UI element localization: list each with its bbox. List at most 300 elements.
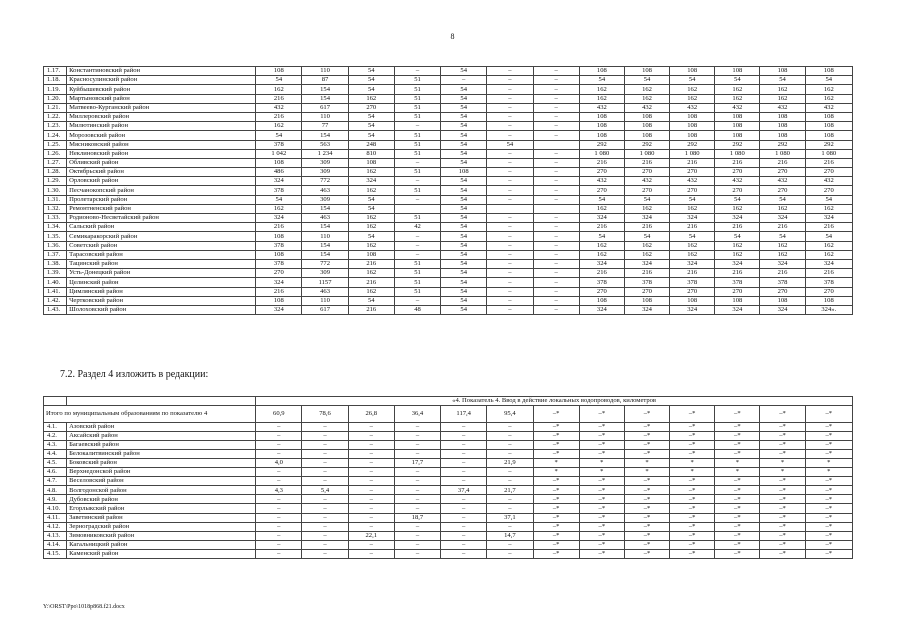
total-value: 78,6 [302,406,348,423]
value-cell: –* [579,477,624,486]
table-row [44,149,853,158]
value-cell: – [348,549,394,558]
value-cell: –* [715,549,760,558]
value-cell: 309 [302,195,348,204]
value-cell: 21,7 [487,486,533,495]
row-number: 1.20. [44,94,67,103]
value-cell: –* [624,423,669,432]
value-cell: 108 [805,131,852,140]
value-cell: – [348,423,394,432]
value-cell: 324 [579,305,624,314]
value-cell: 108 [760,112,805,121]
value-cell: 51 [394,278,440,287]
row-number: 1.27. [44,158,67,167]
value-cell: – [302,441,348,450]
value-cell: –* [579,495,624,504]
value-cell: – [533,296,579,305]
value-cell: 110 [302,67,348,76]
value-cell: 51 [394,76,440,85]
value-cell: 216 [348,305,394,314]
row-number: 1.34. [44,223,67,232]
value-cell: – [533,149,579,158]
value-cell: 54 [441,250,487,259]
value-cell: –* [715,513,760,522]
table-row [44,441,853,450]
value-cell: 617 [302,305,348,314]
value-cell: – [348,495,394,504]
value-cell: 54 [441,278,487,287]
table-row [44,423,853,432]
value-cell: 324 [624,259,669,268]
value-cell: – [441,495,487,504]
value-cell: – [394,540,440,549]
value-cell: –* [579,531,624,540]
value-cell: 54 [670,76,715,85]
total-value: 95,4 [487,406,533,423]
table-row [44,477,853,486]
value-cell: 54 [715,76,760,85]
district-name: Милютинский район [67,122,256,131]
value-cell: 463 [302,214,348,223]
district-name: Зерноградский район [67,522,256,531]
value-cell: 162 [670,204,715,213]
table-row [44,522,853,531]
district-name: Куйбышевский район [67,85,256,94]
value-cell: 292 [670,140,715,149]
value-cell: – [487,158,533,167]
total-label: Итого по муниципальным образованиям по показателю 4 [44,406,256,423]
value-cell: –* [715,450,760,459]
value-cell: –* [533,477,579,486]
district-name: Тацинский район [67,259,256,268]
table-row [44,223,853,232]
value-cell: – [302,450,348,459]
value-cell [394,204,440,213]
value-cell: 51 [394,269,440,278]
value-cell: – [302,540,348,549]
value-cell: 162 [256,122,302,131]
value-cell: – [256,504,302,513]
value-cell: – [348,432,394,441]
total-value: 26,8 [348,406,394,423]
table-row [44,486,853,495]
value-cell: – [533,305,579,314]
value-cell: – [533,259,579,268]
table-row [44,305,853,314]
value-cell: 108 [670,296,715,305]
value-cell: 54 [441,204,487,213]
value-cell: 54 [441,259,487,268]
value-cell: – [487,112,533,121]
value-cell: 108 [805,112,852,121]
value-cell: –* [760,531,805,540]
value-cell: 5,4 [302,486,348,495]
value-cell: 162 [348,241,394,250]
row-number: 1.26. [44,149,67,158]
district-name: Пролетарский район [67,195,256,204]
table-row [44,67,853,76]
district-name: Кагальницкий район [67,540,256,549]
value-cell: 48 [394,305,440,314]
district-name: Неклиновский район [67,149,256,158]
value-cell: 216 [579,269,624,278]
district-name: Зимовниковский район [67,531,256,540]
value-cell: – [394,504,440,513]
value-cell: 54 [760,195,805,204]
value-cell: – [302,477,348,486]
value-cell: – [348,450,394,459]
value-cell: – [348,459,394,468]
value-cell: 37,4 [441,486,487,495]
value-cell: –* [805,531,852,540]
value-cell: 432 [670,103,715,112]
table-caption-row [44,397,853,406]
value-cell: –* [715,540,760,549]
value-cell: 162 [760,94,805,103]
value-cell: 378 [760,278,805,287]
value-cell: – [487,549,533,558]
value-cell: 162 [624,204,669,213]
value-cell: –* [760,450,805,459]
value-cell: 54 [441,149,487,158]
district-name: Октябрьский район [67,168,256,177]
value-cell: 77 [302,122,348,131]
value-cell: – [256,477,302,486]
value-cell: – [256,450,302,459]
value-cell: 378 [670,278,715,287]
value-cell: 378 [256,241,302,250]
value-cell: 270 [760,287,805,296]
value-cell: 51 [394,112,440,121]
value-cell: –* [670,540,715,549]
district-name: Чертковский район [67,296,256,305]
value-cell: 324 [624,214,669,223]
value-cell: 432 [760,103,805,112]
value-cell: –* [670,423,715,432]
district-name: Егорлыкский район [67,504,256,513]
value-cell: 37,1 [487,513,533,522]
district-name: Шолоховский район [67,305,256,314]
value-cell: 324 [256,177,302,186]
row-number: 1.32. [44,204,67,213]
district-name: Аксайский район [67,432,256,441]
value-cell: 378 [256,259,302,268]
value-cell: – [487,269,533,278]
district-name: Волгодонской район [67,486,256,495]
value-cell: 162 [348,287,394,296]
value-cell: – [533,250,579,259]
value-cell: –* [624,540,669,549]
row-number: 1.25. [44,140,67,149]
value-cell: 108 [579,112,624,121]
value-cell: – [533,112,579,121]
value-cell: –* [670,513,715,522]
value-cell: 51 [394,140,440,149]
value-cell: –* [624,531,669,540]
value-cell: 14,7 [487,531,533,540]
footer-file-path: Y:\ORST\Ppo\1018p868.f21.docx [43,604,125,610]
value-cell: 432 [715,177,760,186]
district-name: Заветинский район [67,513,256,522]
value-cell: 324 [715,259,760,268]
row-number: 1.24. [44,131,67,140]
row-number: 1.35. [44,232,67,241]
value-cell: – [302,495,348,504]
value-cell: 108 [441,168,487,177]
value-cell: 248 [348,140,394,149]
value-cell: –* [670,432,715,441]
value-cell: 108 [805,67,852,76]
value-cell: 1 080 [715,149,760,158]
value-cell: –* [760,549,805,558]
value-cell: 162 [579,94,624,103]
row-number: 1.38. [44,259,67,268]
value-cell: 324 [715,305,760,314]
value-cell: – [302,522,348,531]
value-cell: 54 [348,296,394,305]
value-cell: 108 [760,131,805,140]
row-number: 4.9. [44,495,67,504]
value-cell: –* [624,549,669,558]
district-name: Семикаракорский район [67,232,256,241]
value-cell: – [533,131,579,140]
value-cell: 162 [579,204,624,213]
value-cell: 54 [487,140,533,149]
row-number: 4.14. [44,540,67,549]
value-cell: –* [579,450,624,459]
value-cell: 216 [805,223,852,232]
district-name: Каменский район [67,549,256,558]
value-cell: –* [579,549,624,558]
value-cell: 54 [441,287,487,296]
value-cell: 21,9 [487,459,533,468]
value-cell: 772 [302,259,348,268]
value-cell: – [394,232,440,241]
value-cell [487,204,533,213]
row-number: 4.13. [44,531,67,540]
value-cell: 54 [579,232,624,241]
district-name: Миллеровский район [67,112,256,121]
value-cell: –* [670,477,715,486]
value-cell: 162 [579,250,624,259]
value-cell: 51 [394,168,440,177]
table-row [44,241,853,250]
district-name: Целинский район [67,278,256,287]
value-cell: – [394,158,440,167]
value-cell: 54 [348,67,394,76]
value-cell: –* [579,486,624,495]
value-cell: – [533,67,579,76]
total-value: –* [760,406,805,423]
value-cell: –* [760,423,805,432]
value-cell: – [487,195,533,204]
value-cell: 108 [760,122,805,131]
district-name: Обливский район [67,158,256,167]
value-cell: – [394,450,440,459]
district-name: Красносулинский район [67,76,256,85]
value-cell [533,204,579,213]
value-cell: – [487,278,533,287]
value-cell: –* [533,495,579,504]
value-cell: – [533,232,579,241]
value-cell: 216 [805,158,852,167]
value-cell: * [715,459,760,468]
value-cell: 324». [805,305,852,314]
value-cell: – [487,477,533,486]
value-cell: – [256,549,302,558]
value-cell: –* [715,531,760,540]
value-cell: 154 [302,223,348,232]
table-row [44,195,853,204]
value-cell: –* [533,504,579,513]
value-cell: 563 [302,140,348,149]
value-cell: * [624,459,669,468]
table-row [44,432,853,441]
value-cell: – [487,450,533,459]
value-cell: –* [805,495,852,504]
value-cell: 54 [760,76,805,85]
value-cell: 292 [760,140,805,149]
value-cell: 270 [624,186,669,195]
value-cell: –* [624,477,669,486]
value-cell: 51 [394,214,440,223]
value-cell: 108 [715,67,760,76]
value-cell: 324 [760,259,805,268]
value-cell: 54 [441,269,487,278]
total-value: –* [624,406,669,423]
value-cell: 154 [302,204,348,213]
row-number: 1.18. [44,76,67,85]
value-cell: 324 [760,214,805,223]
value-cell: – [487,168,533,177]
district-name: Мартыновский район [67,94,256,103]
district-name: Тарасовский район [67,250,256,259]
value-cell: –* [579,540,624,549]
table-row [44,531,853,540]
value-cell: 108 [624,122,669,131]
value-cell: –* [715,432,760,441]
table-row [44,259,853,268]
value-cell: 216 [256,223,302,232]
value-cell: – [487,540,533,549]
value-cell: – [302,504,348,513]
value-cell: –* [760,495,805,504]
total-value: 117,4 [441,406,487,423]
value-cell: 54 [805,76,852,85]
value-cell: – [487,232,533,241]
value-cell: –* [533,522,579,531]
value-cell: – [348,513,394,522]
value-cell: –* [805,486,852,495]
value-cell: –* [624,522,669,531]
value-cell: – [533,158,579,167]
value-cell: 162 [348,223,394,232]
value-cell: – [394,468,440,477]
value-cell: 54 [441,131,487,140]
value-cell: 108 [670,131,715,140]
row-number: 1.21. [44,103,67,112]
value-cell: – [487,149,533,158]
row-number: 4.6. [44,468,67,477]
value-cell: – [394,486,440,495]
value-cell: 162 [760,250,805,259]
value-cell: 378 [715,278,760,287]
value-cell: –* [579,522,624,531]
value-cell: – [256,540,302,549]
value-cell: –* [760,441,805,450]
value-cell: – [394,250,440,259]
district-name: Белокалитвинский район [67,450,256,459]
value-cell: 463 [302,287,348,296]
value-cell: 54 [441,223,487,232]
value-cell: 54 [441,296,487,305]
value-cell: 216 [670,223,715,232]
value-cell: – [441,540,487,549]
value-cell: – [533,223,579,232]
value-cell: 162 [256,85,302,94]
value-cell: 54 [441,67,487,76]
row-number: 4.4. [44,450,67,459]
value-cell: 162 [670,250,715,259]
value-cell: 463 [302,186,348,195]
value-cell: * [715,468,760,477]
value-cell: 216 [256,112,302,121]
table-row [44,296,853,305]
value-cell: 54 [441,85,487,94]
value-cell: – [441,459,487,468]
value-cell: 54 [624,195,669,204]
value-cell: – [533,177,579,186]
value-cell: 108 [256,296,302,305]
value-cell: – [487,214,533,223]
value-cell: – [487,223,533,232]
value-cell: –* [533,531,579,540]
value-cell: 154 [302,250,348,259]
value-cell: – [302,432,348,441]
value-cell: –* [579,513,624,522]
value-cell: 108 [670,122,715,131]
value-cell: 4,3 [256,486,302,495]
value-cell: – [302,531,348,540]
value-cell: – [394,67,440,76]
value-cell: 162 [715,250,760,259]
value-cell: 110 [302,112,348,121]
value-cell: –* [624,495,669,504]
value-cell: 1 080 [624,149,669,158]
value-cell: 162 [805,241,852,250]
value-cell: 54 [348,76,394,85]
value-cell: 216 [670,158,715,167]
value-cell: 108 [579,122,624,131]
value-cell: 54 [579,195,624,204]
value-cell: – [441,531,487,540]
total-value: –* [805,406,852,423]
row-number: 4.10. [44,504,67,513]
value-cell: – [256,531,302,540]
value-cell: – [487,241,533,250]
value-cell: –* [533,423,579,432]
value-cell: 216 [715,158,760,167]
row-number: 1.29. [44,177,67,186]
value-cell: – [533,122,579,131]
row-number: 1.23. [44,122,67,131]
value-cell: –* [624,504,669,513]
value-cell: 270 [624,287,669,296]
value-cell: 270 [256,269,302,278]
value-cell: 162 [715,241,760,250]
value-cell: 162 [624,85,669,94]
value-cell: 108 [805,122,852,131]
